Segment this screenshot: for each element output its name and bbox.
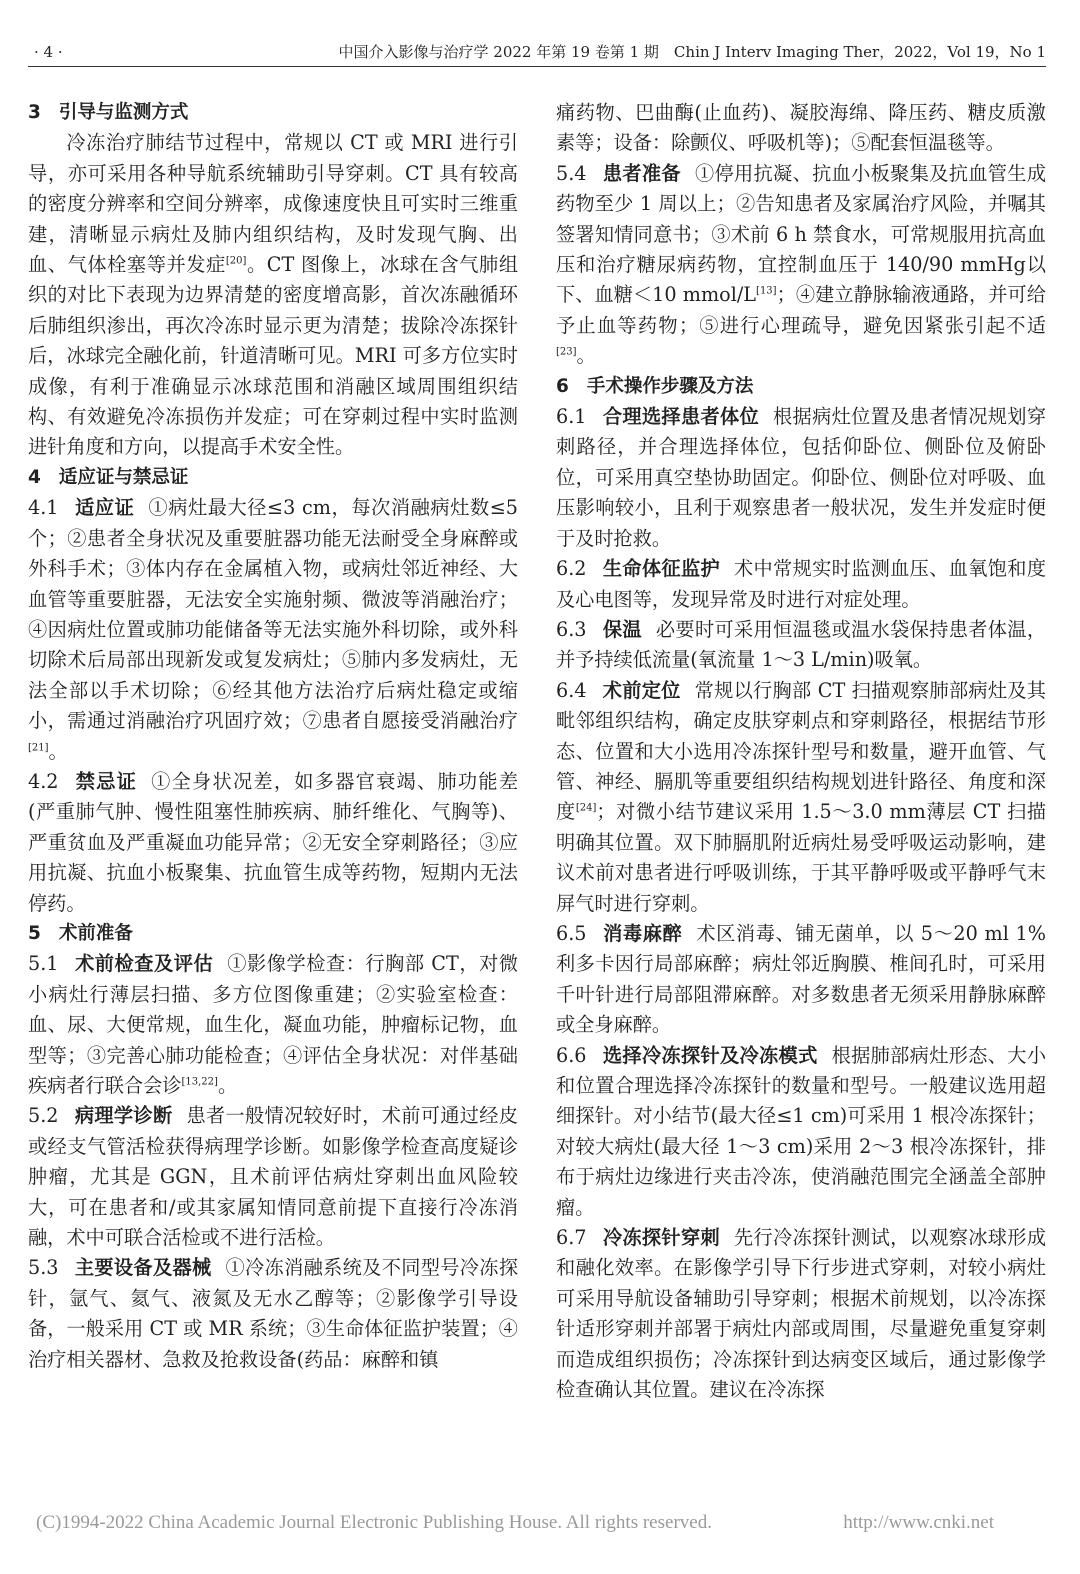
subsection-4-1: 4.1 适应证 ①病灶最大径≤3 cm，每次消融病灶数≤5 个；②患者全身状况及重要脏器功能无法耐受全身麻醉或外科手术；③体内存在金属植入物，或病灶邻近神经、大血管等重要脏器，无法安全实施射频、微波等消融治疗；④因病灶位置或肺功能储备等无法实施外科切除，或外科切除术后局部出现新发或复发病灶；⑤肺内多发病灶，无法全部以手术切除；⑥经其他方法治疗后病灶稳定或缩小，需通过消融治疗巩固疗效；⑦患者自愿接受消融治疗[21]。 [28,496,519,763]
section-heading-3: 3 引导与监测方式 [28,102,189,123]
copyright-footer [36,1512,1046,1534]
subsection-6-6: 6.6 选择冷冻探针及冷冻模式 根据肺部病灶形态、大小和位置合理选择冷冻探针的数量和型号。一般建议选用超细探针。对小结节(最大径≤1 cm)可采用 1 根冷冻探针；对较大病灶(最大径 1～3 cm)采用 2～3 根冷冻探针，排布于病灶边缘进行夹击冷冻，使消融范围完全涵盖全部肿瘤。 [556,1043,1047,1219]
subsection-6-2: 6.2 生命体征监护 术中常规实时监测血压、血氧饱和度及心电图等，发现异常及时进行对症处理。 [556,557,1047,611]
section-heading-6: 6 手术操作步骤及方法 [556,375,754,397]
left-column [28,98,518,1375]
journal-citation: 中国介入影像与治疗学 2022 年第 19 卷第 1 期 Chin J Interv Imaging Ther，2022，Vol 19，No 1 [338,43,1046,61]
citation-ref[interactable]: [20] [225,255,247,267]
subsection-5-1: 5.1 术前检查及评估 ①影像学检查：行胸部 CT，对微小病灶行薄层扫描、多方位图像重建；②实验室检查：血、尿、大便常规，血生化，凝血功能，肿瘤标记物，血型等；③完善心肺功能检查；④评估全身状况：对伴基础疾病者行联合会诊[13,22]。 [28,952,519,1097]
citation-ref[interactable]: [21] [28,742,49,754]
citation-ref[interactable]: [23] [556,346,577,358]
footer-url[interactable]: http://www.cnki.net [843,1512,994,1533]
subsection-5-2: 5.2 病理学诊断 患者一般情况较好时，术前可通过经皮或经支气管活检获得病理学诊断。如影像学检查高度疑诊肿瘤，尤其是 GGN，且术前评估病灶穿刺出血风险较大，可在患者和/或其家属知情同意前提下直接行冷冻消融，术中可联合活检或不进行活检。 [28,1104,519,1250]
section-heading-5: 5 术前准备 [28,922,133,944]
running-header [28,38,1046,67]
paragraph: 冷冻治疗肺结节过程中，常规以 CT 或 MRI 进行引导，亦可采用各种导航系统辅助引导穿刺。CT 具有较高的密度分辨率和空间分辨率，成像速度快且可实时三维重建，清晰显示病灶及肺内组织结构，及时发现气胸、出血、气体栓塞等并发症[20]。CT 图像上，冰球在含气肺组织的对比下表现为边界清楚的密度增高影，首次冻融循环后肺组织渗出，再次冷冻时显示更为清楚；拔除冷冻探针后，冰球完全融化前，针道清晰可见。MRI 可多方位实时成像，有利于准确显示冰球范围和消融区域周围组织结构、有效避免冷冻损伤并发症；可在穿刺过程中实时监测进针角度和方向，以提高手术安全性。 [28,131,519,459]
subsection-6-4: 6.4 术前定位 常规以行胸部 CT 扫描观察肺部病灶及其毗邻组织结构，确定皮肤穿刺点和穿刺路径，根据结节形态、位置和大小选用冷冻探针型号和数量，避开血管、气管、神经、膈肌等重要组织结构规划进针路径、角度和深度[24]；对微小结节建议采用 1.5～3.0 mm薄层 CT 扫描明确其位置。双下肺膈肌附近病灶易受呼吸运动影响，建议术前对患者进行呼吸训练，于其平静呼吸或平静呼气末屏气时进行穿刺。 [556,678,1047,915]
citation-ref[interactable]: [13,22] [181,1076,218,1088]
copyright-text: (C)1994-2022 China Academic Journal Electronic Publishing House. All rights reserved. [36,1512,712,1533]
paragraph-continued: 痛药物、巴曲酶(止血药)、凝胶海绵、降压药、糖皮质激素等；设备：除颤仪、呼吸机等)；⑤配套恒温毯等。 [556,101,1046,155]
subsection-4-2: 4.2 禁忌证 ①全身状况差，如多器官衰竭、肺功能差(严重肺气肿、慢性阻塞性肺疾病、肺纤维化、气胸等)、严重贫血及严重凝血功能异常；②无安全穿刺路径；③应用抗凝、抗血小板聚集、抗血管生成等药物，短期内无法停药。 [28,769,519,915]
subsection-5-4: 5.4 患者准备 ①停用抗凝、抗血小板聚集及抗血管生成药物至少 1 周以上；②告知患者及家属治疗风险，并嘱其签署知情同意书；③术前 6 h 禁食水，可常规服用抗高血压和治疗糖尿病药物，宜控制血压于 140/90 mmHg以下、血糖＜10 mmol/L[13]；④建立静脉输液通路，并可给予止血等药物；⑤进行心理疏导，避免因紧张引起不适[23]。 [556,161,1047,368]
right-column [556,98,1046,1405]
subsection-6-3: 6.3 保温 必要时可采用恒温毯或温水袋保持患者体温，并予持续低流量(氧流量 1～3 L/min)吸氧。 [556,617,1047,672]
subsection-6-5: 6.5 消毒麻醉 术区消毒、铺无菌单，以 5～20 ml 1%利多卡因行局部麻醉；病灶邻近胸膜、椎间孔时，可采用千叶针进行局部阻滞麻醉。对多数患者无须采用静脉麻醉或全身麻醉。 [556,921,1046,1037]
subsection-5-3: 5.3 主要设备及器械 ①冷冻消融系统及不同型号冷冻探针，氩气、氦气、液氮及无水乙醇等；②影像学引导设备，一般采用 CT 或 MR 系统；③生命体征监护装置；④治疗相关器材、急救及抢救设备(药品：麻醉和镇 [28,1256,519,1371]
citation-ref[interactable]: [13] [756,286,777,298]
subsection-6-1: 6.1 合理选择患者体位 根据病灶位置及患者情况规划穿刺路径，并合理选择体位，包括仰卧位、侧卧位及俯卧位，可采用真空垫协助固定。仰卧位、侧卧位对呼吸、血压影响较小，且利于观察患者一般状况，发生并发症时便于及时抢救。 [556,405,1047,550]
citation-ref[interactable]: [24] [575,802,597,814]
page-number: · 4 · [34,43,63,61]
section-heading-4: 4 适应证与禁忌证 [28,466,189,488]
subsection-6-7: 6.7 冷冻探针穿刺 先行冷冻探针测试，以观察冰球形成和融化效率。在影像学引导下行步进式穿刺，对较小病灶可采用导航设备辅助引导穿刺；根据术前规划，以冷冻探针适形穿刺并部署于病灶内部或周围，尽量避免重复穿刺而造成组织损伤；冷冻探针到达病变区域后，通过影像学检查确认其位置。建议在冷冻探 [556,1226,1047,1402]
